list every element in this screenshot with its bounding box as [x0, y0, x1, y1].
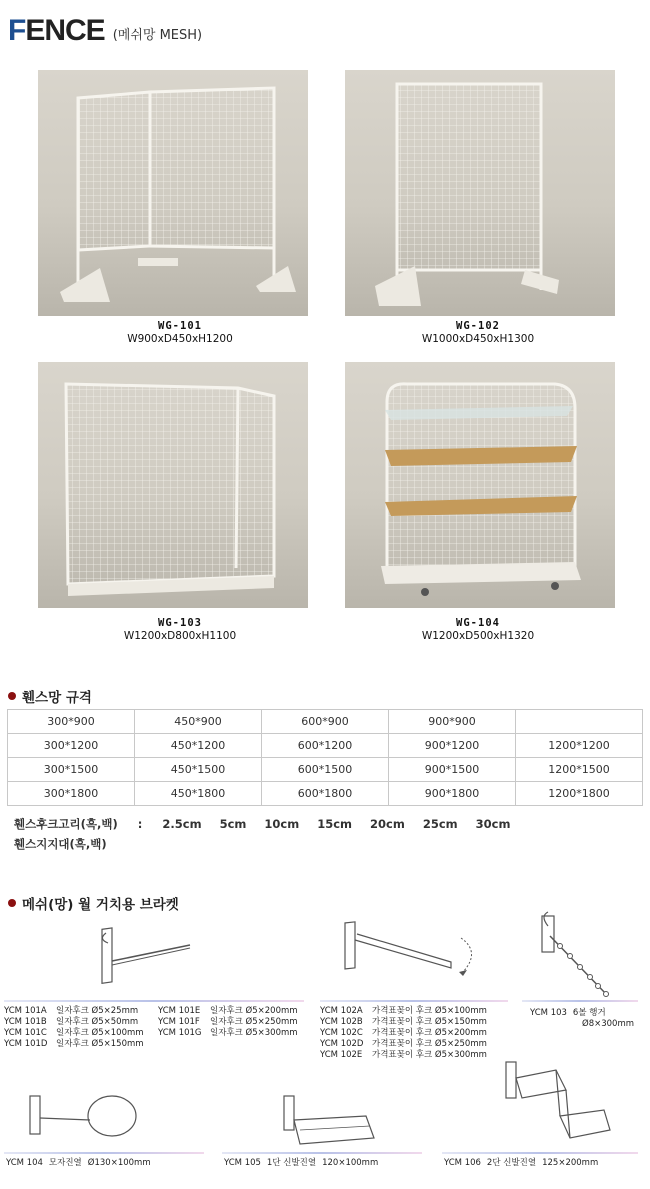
ycm103-drawing — [530, 906, 620, 1002]
divider — [4, 1000, 304, 1002]
divider — [320, 1000, 508, 1002]
stand-line: 휀스지지대(흑,백) — [14, 837, 107, 851]
ycm102-drawing — [335, 918, 485, 994]
product-photo-wg101 — [38, 70, 308, 316]
ycm104-label: YCM 104 모자진열 Ø130×100mm — [6, 1158, 151, 1168]
divider — [4, 1152, 204, 1154]
list-item: YCM 102C 가격표꽂이 후크 Ø5×200mm — [320, 1028, 487, 1038]
list-item: YCM 101A 일자후크 Ø5×25mm — [4, 1006, 139, 1016]
brand-subtitle: (메쉬망 MESH) — [112, 28, 203, 43]
list-item: YCM 102B 가격표꽂이 후크 Ø5×150mm — [320, 1017, 487, 1027]
product-photo-wg103 — [38, 362, 308, 608]
caption-wg103: WG-103 W1200xD800xH1100 — [123, 617, 237, 642]
spec-section-title: 휀스망 규격 — [8, 686, 92, 706]
ycm104-drawing — [20, 1088, 140, 1150]
ycm101-list-right — [158, 1006, 298, 1039]
ycm102-list — [320, 1006, 487, 1061]
divider — [442, 1152, 638, 1154]
divider — [522, 1000, 638, 1002]
table-row: 300*900 450*900 600*900 900*900 — [8, 710, 643, 734]
caption-wg102: WG-102 W1000xD450xH1300 — [421, 320, 535, 345]
list-item: YCM 103 6볼 행거 — [530, 1008, 606, 1018]
ycm106-drawing — [486, 1056, 616, 1152]
ycm103-label: YCM 103 6볼 행거 Ø8×300mm — [530, 1008, 635, 1029]
brand-title: FENCE — [8, 14, 105, 47]
list-item: YCM 102A 가격표꽂이 후크 Ø5×100mm — [320, 1006, 487, 1016]
list-item: YCM 101C 일자후크 Ø5×100mm — [4, 1028, 144, 1038]
list-item: YCM 101E 일자후크 Ø5×200mm — [158, 1006, 298, 1016]
caption-wg101: WG-101 W900xD450xH1200 — [127, 320, 233, 345]
page-header — [8, 14, 202, 46]
ycm106-label: YCM 106 2단 신발진열 125×200mm — [444, 1158, 599, 1168]
caption-wg104: WG-104 W1200xD500xH1320 — [421, 617, 535, 642]
divider — [222, 1152, 422, 1154]
table-row: 300*1800 450*1800 600*1800 900*1800 1200*1800 — [8, 782, 643, 806]
list-item: YCM 102D 가격표꽂이 후크 Ø5×250mm — [320, 1039, 487, 1049]
ycm101-drawing — [90, 925, 200, 995]
product-photo-wg104 — [345, 362, 615, 608]
brackets-section-title: 메쉬(망) 월 거치용 브라켓 — [8, 893, 179, 913]
bullet-icon — [8, 692, 16, 700]
ycm105-label: YCM 105 1단 신발진열 120×100mm — [224, 1158, 379, 1168]
bullet-icon — [8, 899, 16, 907]
ycm101-list-left — [4, 1006, 144, 1050]
hook-sizes-line: 휀스후크고리(흑,백) : 2.5cm 5cm 10cm 15cm 20cm 25cm 30cm — [14, 817, 511, 831]
list-item: YCM 101D 일자후크 Ø5×150mm — [4, 1039, 144, 1049]
list-item: YCM 101G 일자후크 Ø5×300mm — [158, 1028, 298, 1038]
list-item: YCM 102E 가격표꽂이 후크 Ø5×300mm — [320, 1050, 487, 1060]
table-row: 300*1200 450*1200 600*1200 900*1200 1200*1200 — [8, 734, 643, 758]
list-item: YCM 101B 일자후크 Ø5×50mm — [4, 1017, 139, 1027]
spec-table — [7, 709, 643, 806]
list-item: YCM 101F 일자후크 Ø5×250mm — [158, 1017, 298, 1027]
ycm105-drawing — [270, 1090, 380, 1150]
table-row: 300*1500 450*1500 600*1500 900*1500 1200*1500 — [8, 758, 643, 782]
product-photo-wg102 — [345, 70, 615, 316]
